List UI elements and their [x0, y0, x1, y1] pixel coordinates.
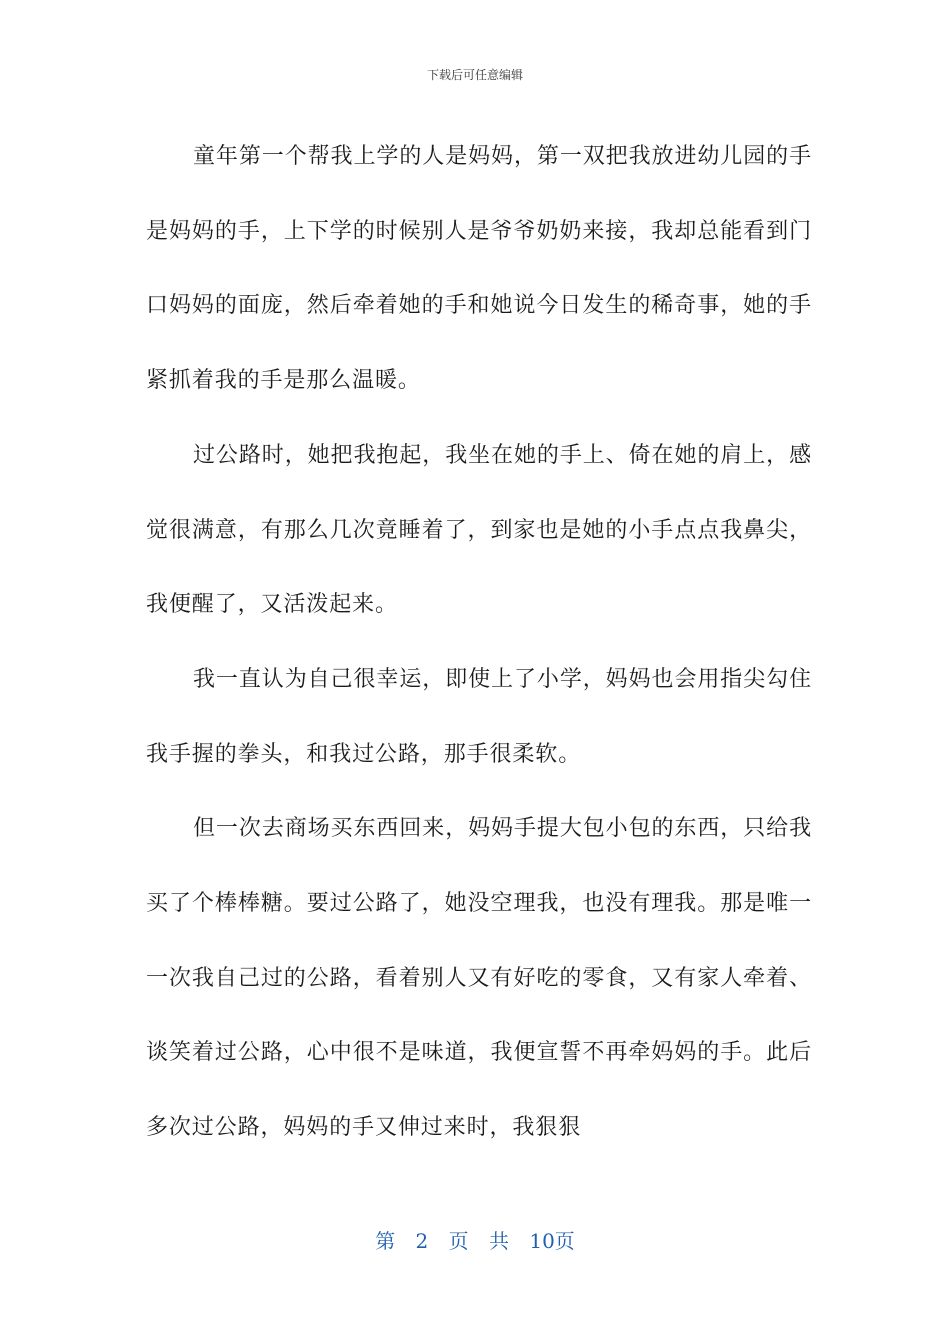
- footer-total-prefix: 共: [489, 1229, 509, 1253]
- footer-prefix: 第: [375, 1229, 396, 1253]
- page-header-note: 下载后可任意编辑: [426, 68, 523, 82]
- paragraph-2: 过公路时，她把我抱起，我坐在她的手上、倚在她的肩上，感觉很满意，有那么几次竟睡着了，到家也是她的小手点点我鼻尖，我便醒了，又活泼起来。: [146, 442, 812, 618]
- paragraph-1: 童年第一个帮我上学的人是妈妈，第一双把我放进幼儿园的手是妈妈的手，上下学的时候别人是爷爷奶奶来接，我却总能看到门口妈妈的面庞，然后牵着她的手和她说今日发生的稀奇事，她的手紧抓着我的手是那么温暖。: [146, 144, 812, 394]
- page-footer: [0, 1225, 950, 1254]
- document-body: [146, 120, 812, 1166]
- paragraph-4: 但一次去商场买东西回来，妈妈手提大包小包的东西，只给我买了个棒棒糖。要过公路了，她没空理我，也没有理我。那是唯一一次我自己过的公路，看着别人又有好吃的零食，又有家人牵着、谈笑着过公路，心中很不是味道，我便宣誓不再牵妈妈的手。此后多次过公路，妈妈的手又伸过来时，我狠狠: [146, 816, 812, 1141]
- footer-page-unit: 页: [448, 1229, 469, 1253]
- paragraph-3: 我一直认为自己很幸运，即使上了小学，妈妈也会用指尖勾住我手握的拳头，和我过公路，那手很柔软。: [146, 666, 812, 767]
- footer-total-pages: 10页: [529, 1229, 575, 1253]
- footer-current-page: 2: [415, 1229, 429, 1253]
